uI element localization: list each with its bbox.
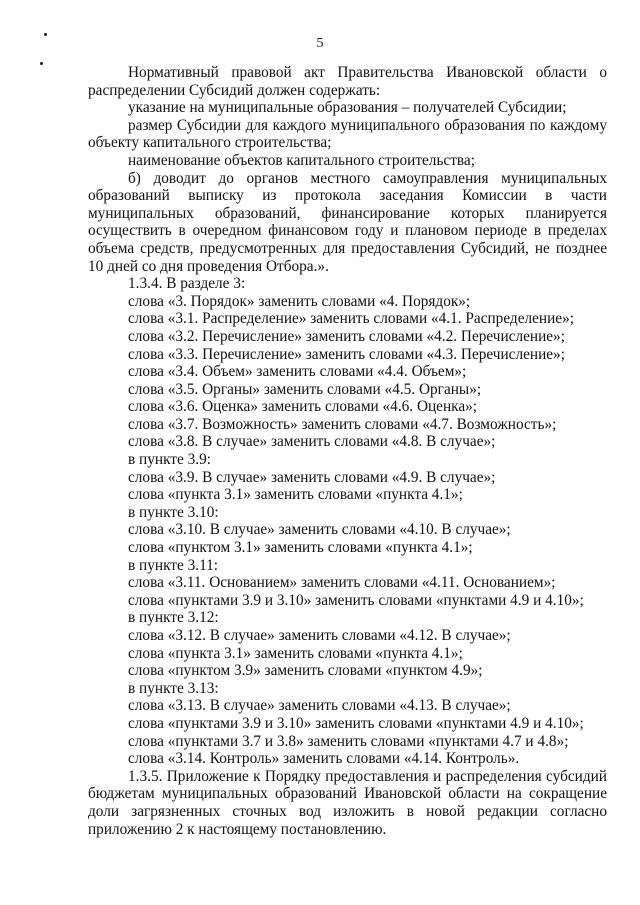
paragraph-1-3-5: 1.3.5. Приложение к Порядку предоставления и распределения субсидий бюджетам муниципальных образований Ивановской области на сокращение доли загрязненных сточных вод изложить в новой редакции согласно приложению 2 к настоящему постановлению.	[88, 767, 607, 838]
subsection-heading: в пункте 3.10:	[128, 503, 219, 521]
list-item: слова «3.14. Контроль» заменить словами «4.14. Контроль».	[128, 750, 520, 768]
list-item: слова «3.10. В случае» заменить словами «4.10. В случае»;	[128, 521, 511, 539]
list-item: слова «3.6. Оценка» заменить словами «4.6. Оценка»;	[128, 398, 478, 416]
list-item: слова «пункта 3.1» заменить словами «пункта 4.1»;	[128, 644, 463, 662]
subsection-heading: в пункте 3.11:	[128, 556, 219, 574]
list-item: слова «3.12. В случае» заменить словами «4.12. В случае»;	[128, 627, 511, 644]
list-item: слова «пункта 3.1» заменить словами «пункта 4.1»;	[128, 486, 463, 504]
list-item: указание на муниципальные образования – получателей Субсидии;	[128, 99, 567, 117]
list-item: слова «пунктом 3.1» заменить словами «пункта 4.1»;	[128, 539, 473, 557]
list-item: наименование объектов капитального строительства;	[128, 151, 475, 169]
subsection-heading: в пункте 3.9:	[128, 451, 211, 469]
list-item: слова «3.5. Органы» заменить словами «4.5. Органы»;	[128, 380, 482, 398]
list-item: слова «3.8. В случае» заменить словами «4.8. В случае»;	[128, 433, 496, 451]
page-number: 5	[316, 36, 324, 51]
document-body	[88, 64, 607, 838]
list-item: слова «пунктом 3.9» заменить словами «пунктом 4.9»;	[128, 662, 483, 680]
list-item: слова «пунктами 3.7 и 3.8» заменить словами «пунктами 4.7 и 4.8»;	[128, 732, 569, 750]
list-item: слова «3.11. Основанием» заменить словами «4.11. Основанием»;	[128, 574, 556, 592]
list-item: слова «3.4. Объем» заменить словами «4.4. Объем»;	[128, 363, 467, 381]
list-item: слова «3.2. Перечисление» заменить словами «4.2. Перечисление»;	[128, 327, 565, 345]
subsection-heading: в пункте 3.12:	[128, 609, 219, 627]
list-item: слова «пунктами 3.9 и 3.10» заменить словами «пунктами 4.9 и 4.10»;	[128, 591, 584, 609]
list-item: слова «3.7. Возможность» заменить словами «4.7. Возможность»;	[128, 415, 557, 433]
list-item: слова «3.13. В случае» заменить словами «4.13. В случае»;	[128, 697, 511, 715]
list-item: слова «3. Порядок» заменить словами «4. Порядок»;	[128, 292, 471, 310]
list-item: слова «3.9. В случае» заменить словами «4.9. В случае»;	[128, 468, 496, 486]
list-item: слова «пунктами 3.9 и 3.10» заменить словами «пунктами 4.9 и 4.10»;	[128, 714, 584, 732]
list-item: слова «3.3. Перечисление» заменить словами «4.3. Перечисление»;	[128, 345, 565, 363]
list-item: слова «3.1. Распределение» заменить словами «4.1. Распределение»;	[128, 310, 574, 328]
section-heading: 1.3.4. В разделе 3:	[128, 275, 246, 293]
scan-dot-mark	[40, 62, 43, 65]
paragraph-b: б) доводит до органов местного самоуправления муниципальных образований выписку из протокола заседания Комиссии в части муниципальных образований, финансирование которых планируется осуществить в очередном финансовом году и плановом периоде в пределах объема средств, предусмотренных для предоставления Субсидий, не позднее 10 дней со дня проведения Отбора.».	[88, 169, 607, 275]
paragraph-intro: Нормативный правовой акт Правительства Ивановской области о распределении Субсидий должен содержать:	[88, 64, 607, 99]
subsection-heading: в пункте 3.13:	[128, 679, 219, 697]
list-item: размер Субсидии для каждого муниципального образования по каждому объекту капитального строительства;	[88, 116, 607, 152]
